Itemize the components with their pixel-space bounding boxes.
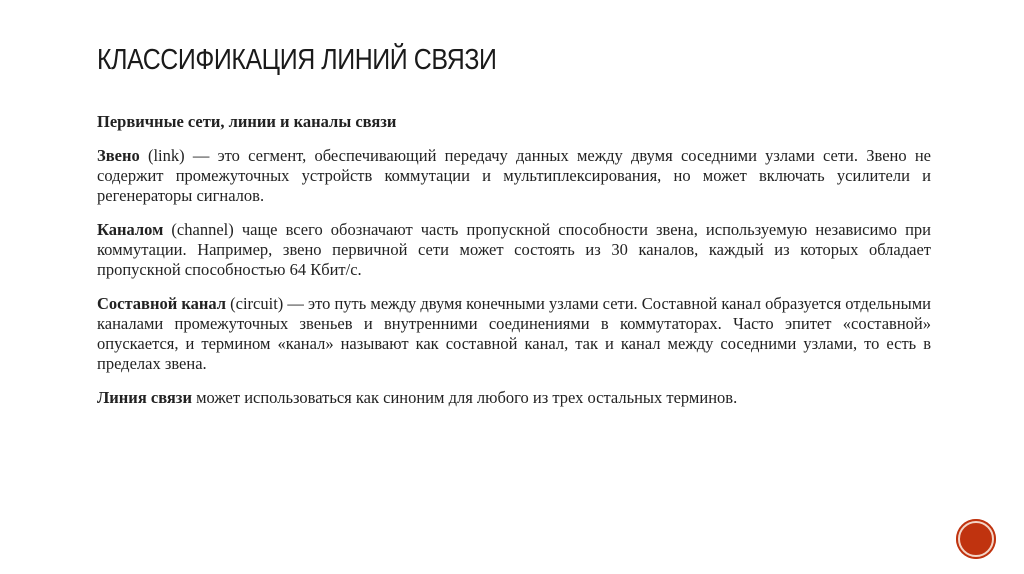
paragraph-circuit	[97, 294, 931, 374]
term: Звено	[97, 146, 140, 165]
definition: (channel) чаще всего обозначают часть пропускной способности звена, используемую независимо при коммутации. Например, звено первичной сети может состоять из 30 каналов, каждый из которых обладает пропускной способностью 64 Кбит/с.	[97, 220, 931, 279]
section-subtitle: Первичные сети, линии и каналы связи	[97, 112, 397, 131]
term: Составной канал	[97, 294, 227, 313]
slide-body	[97, 112, 931, 422]
term: Линия связи	[97, 388, 192, 407]
definition: (link) — это сегмент, обеспечивающий передачу данных между двумя соседними узлами сети. Звено не содержит промежуточных устройств коммутации и мультиплексирования, но может включать усилители и регенераторы сигналов.	[97, 146, 931, 205]
paragraph-channel	[97, 220, 931, 280]
paragraph-link	[97, 146, 931, 206]
slide-title: КЛАССИФИКАЦИЯ ЛИНИЙ СВЯЗИ	[97, 44, 497, 76]
definition: (circuit) — это путь между двумя конечными узлами сети. Составной канал образуется отдельными каналами промежуточных звеньев и внутренними соединениями в коммутаторах. Часто эпитет «составной» опускается, и термином «канал» называют как составной канал, так и канал между соседними узлами, то есть в пределах звена.	[97, 294, 931, 373]
term: Каналом	[97, 220, 164, 239]
slide-badge-circle-icon	[958, 521, 994, 557]
definition: может использоваться как синоним для любого из трех остальных терминов.	[191, 388, 738, 407]
paragraph-line	[97, 388, 931, 408]
